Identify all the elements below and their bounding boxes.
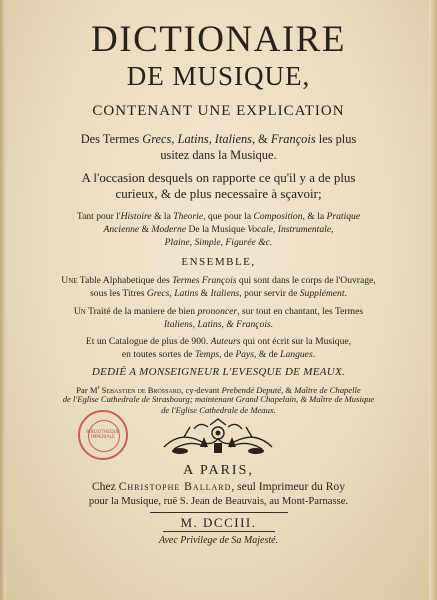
body-line-16: Et un Catalogue de plus de 900. Auteurs qui ont écrit sur la Musique, <box>85 336 352 347</box>
royal-privilege: Avec Privilege de Sa Majesté. <box>158 535 279 546</box>
body-line-6: A l'occasion desquels on rapporte ce qu'il y a de plus <box>81 170 356 185</box>
imprint-line-1: Chez Christophe Ballard, seul Imprimeur du Roy <box>91 480 346 493</box>
imprint-city: A PARIS, <box>183 463 254 478</box>
title-line-1: DICTIONAIRE <box>91 19 346 60</box>
body-line-7: curieux, & de plus necessaire à sçavoir; <box>115 186 322 201</box>
publication-year: M. DCCIII. <box>180 515 257 530</box>
body-line-13: sous les Titres Grecs, Latins & Italiens, pour servir de Supplément. <box>90 288 347 299</box>
body-line-14: Un Traité de la maniere de bien prononcer, sur tout en chantant, les Termes <box>73 306 364 317</box>
printers-ornament-icon <box>160 417 276 457</box>
body-line-17: en toutes sortes de Temps, de Pays, & de Langues. <box>121 349 316 360</box>
library-stamp <box>78 410 128 460</box>
title-line-3: CONTENANT UNE EXPLICATION <box>92 103 345 119</box>
author-line-2: de l'Eglise Cathedrale de Strasbourg; maintenant Grand Chapelain, & Maître de Musique <box>62 394 375 404</box>
divider-rule-bottom <box>163 531 275 532</box>
imprint-line-2: pour la Musique, ruë S. Jean de Beauvais, au Mont-Parnasse. <box>88 496 349 507</box>
body-line-10: Plaine, Simple, Figurée &c. <box>164 237 273 248</box>
dedication-line: DEDIÉ A MONSEIGNEUR L'EVESQUE DE MEAUX. <box>91 366 346 378</box>
body-line-15: Italiens, Latins, & François. <box>163 319 274 330</box>
body-line-9: Ancienne & Moderne De la Musique Vocale, Instrumentale, <box>103 224 334 235</box>
body-line-4: Des Termes Grecs, Latins, Italiens, & François les plus <box>80 132 357 146</box>
body-line-11: ENSEMBLE, <box>181 256 256 268</box>
divider-rule-top <box>150 512 288 513</box>
body-line-5: usitez dans la Musique. <box>160 148 277 162</box>
body-line-12: Une Table Alphabetique des Termes François qui sont dans le corps de l'Ouvrage, <box>61 275 376 286</box>
author-line-3: de l'Eglise Cathedrale de Meaux. <box>161 405 276 415</box>
author-line-1: Par $M^r$ Sebastien de Brossard, cy-devant Prebendé Deputé, & Maître de Chapelle <box>76 384 361 395</box>
body-line-8: Tant pour l'Histoire & la Theorie, que pour la Composition, & la Pratique <box>76 211 361 222</box>
stamp-text: BIBLIOTHEQUE IMPERIALE <box>86 430 120 440</box>
title-line-2: DE MUSIQUE, <box>126 61 311 91</box>
